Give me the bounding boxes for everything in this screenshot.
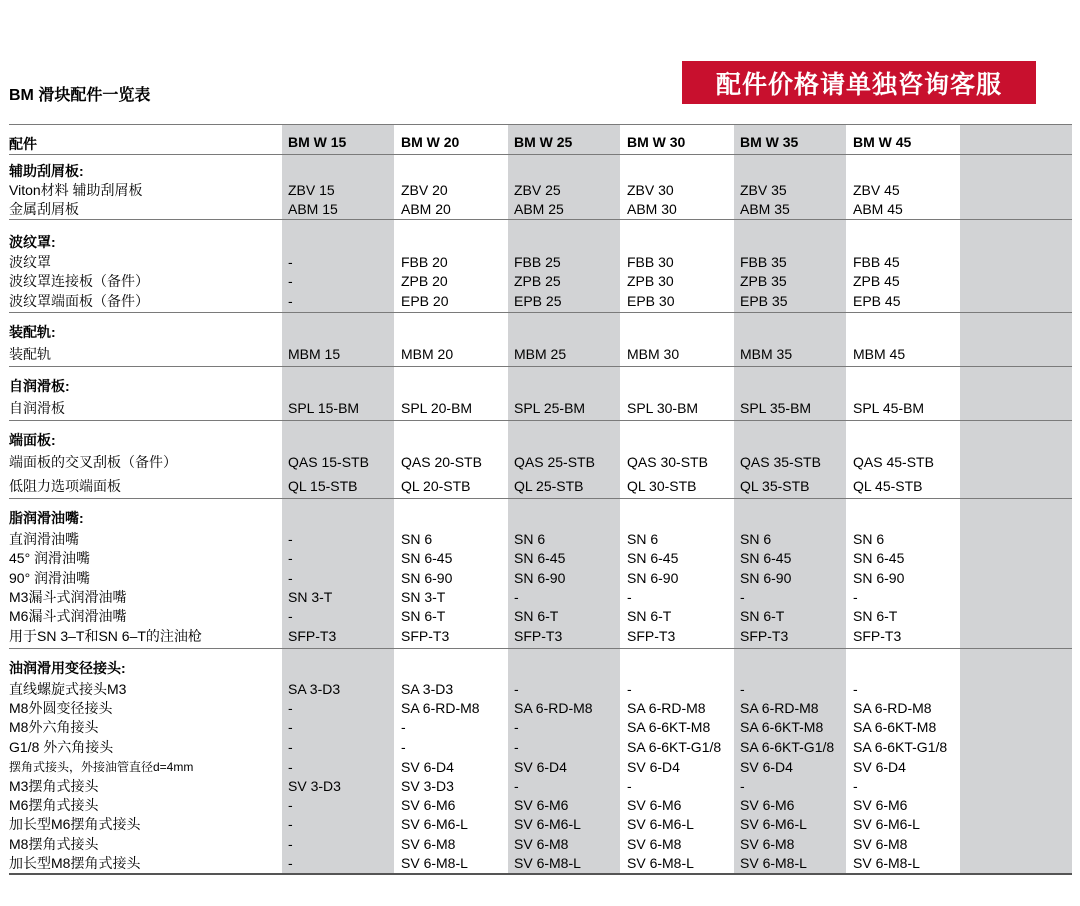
table-cell: SN 6-T xyxy=(627,608,672,624)
table-cell: - xyxy=(288,570,293,586)
table-cell: SA 6-6KT-G1/8 xyxy=(853,739,948,755)
table-row xyxy=(0,272,1080,291)
table-cell: - xyxy=(740,778,745,794)
table-cell: SPL 20-BM xyxy=(401,400,473,416)
divider xyxy=(9,366,1072,367)
header-col-4: BM W 30 xyxy=(627,134,686,150)
table-cell: ZPB 35 xyxy=(740,273,787,289)
table-bottom-rule xyxy=(9,873,1072,875)
table-cell: - xyxy=(288,719,293,735)
table-row xyxy=(0,253,1080,272)
section-title: 波纹罩: xyxy=(9,234,56,250)
divider xyxy=(9,420,1072,421)
table-cell: SN 6-T xyxy=(401,608,446,624)
table-cell: QL 20-STB xyxy=(401,478,471,494)
table-cell: SN 6-T xyxy=(853,608,898,624)
table-cell: SPL 25-BM xyxy=(514,400,586,416)
row-label: 直线螺旋式接头M3 xyxy=(9,681,127,697)
table-cell: - xyxy=(853,589,858,605)
table-cell: SN 6-90 xyxy=(401,570,453,586)
table-cell: ABM 15 xyxy=(288,201,338,217)
table-row xyxy=(0,569,1080,588)
row-label: 装配轨 xyxy=(9,346,51,362)
header-col-1: BM W 15 xyxy=(288,134,347,150)
table-cell: SA 6-RD-M8 xyxy=(401,700,480,716)
table-cell: EPB 45 xyxy=(853,293,901,309)
table-row xyxy=(0,738,1080,757)
table-cell: ZPB 25 xyxy=(514,273,561,289)
table-cell: SV 6-M8-L xyxy=(627,855,694,871)
table-row xyxy=(0,699,1080,718)
table-cell: ZBV 25 xyxy=(514,182,561,198)
table-cell: SV 6-M8 xyxy=(853,836,908,852)
table-row xyxy=(0,607,1080,626)
table-row xyxy=(0,718,1080,737)
table-row xyxy=(0,477,1080,496)
table-cell: SN 6-90 xyxy=(627,570,679,586)
divider xyxy=(9,648,1072,649)
table-cell: SN 3-T xyxy=(288,589,333,605)
table-row xyxy=(0,588,1080,607)
table-row xyxy=(0,292,1080,311)
table-cell: SA 6-RD-M8 xyxy=(740,700,819,716)
table-cell: ABM 45 xyxy=(853,201,903,217)
row-label: 波纹罩 xyxy=(9,254,51,270)
row-label: 摆角式接头，外接油管直径d=4mm xyxy=(9,760,194,774)
table-cell: SV 6-D4 xyxy=(740,759,793,775)
table-cell: SA 3-D3 xyxy=(401,681,454,697)
table-cell: - xyxy=(514,778,519,794)
table-cell: SV 6-M6-L xyxy=(401,816,468,832)
row-label: 金属刮屑板 xyxy=(9,201,79,217)
table-row xyxy=(0,181,1080,200)
divider xyxy=(9,498,1072,499)
row-label: 45° 润滑油嘴 xyxy=(9,550,91,566)
table-cell: FBB 25 xyxy=(514,254,561,270)
table-cell: SPL 35-BM xyxy=(740,400,812,416)
row-label: 加长型M6摆角式接头 xyxy=(9,816,141,832)
table-cell: SFP-T3 xyxy=(401,628,450,644)
table-cell: FBB 20 xyxy=(401,254,448,270)
table-cell: SV 6-M6 xyxy=(514,797,569,813)
table-cell: SPL 30-BM xyxy=(627,400,699,416)
row-label: M3摆角式接头 xyxy=(9,778,99,794)
table-row xyxy=(0,345,1080,364)
table-cell: SN 6-45 xyxy=(514,550,566,566)
table-cell: - xyxy=(514,719,519,735)
section-title: 油润滑用变径接头: xyxy=(9,660,126,676)
table-cell: QAS 45-STB xyxy=(853,454,934,470)
table-cell: EPB 30 xyxy=(627,293,675,309)
row-label: M6摆角式接头 xyxy=(9,797,99,813)
table-row xyxy=(0,777,1080,796)
table-cell: - xyxy=(288,739,293,755)
row-label: 端面板的交叉刮板（备件） xyxy=(9,454,177,470)
table-cell: SPL 45-BM xyxy=(853,400,925,416)
table-cell: - xyxy=(288,608,293,624)
table-cell: - xyxy=(288,836,293,852)
table-cell: SV 6-M8-L xyxy=(514,855,581,871)
row-label: 波纹罩端面板（备件） xyxy=(9,293,149,309)
table-cell: - xyxy=(401,739,406,755)
table-cell: SA 6-6KT-G1/8 xyxy=(740,739,835,755)
table-cell: - xyxy=(288,797,293,813)
table-cell: SV 6-D4 xyxy=(853,759,906,775)
table-cell: SFP-T3 xyxy=(288,628,337,644)
row-label: M8摆角式接头 xyxy=(9,836,99,852)
price-inquiry-banner: 配件价格请单独咨询客服 xyxy=(682,61,1036,104)
table-cell: FBB 30 xyxy=(627,254,674,270)
table-cell: SN 6 xyxy=(853,531,885,547)
section-title: 端面板: xyxy=(9,432,56,448)
table-cell: SFP-T3 xyxy=(514,628,563,644)
divider xyxy=(9,124,1072,125)
table-cell: SFP-T3 xyxy=(853,628,902,644)
table-row xyxy=(0,854,1080,873)
row-label: M8外圆变径接头 xyxy=(9,700,113,716)
table-cell: QL 25-STB xyxy=(514,478,584,494)
table-cell: SN 6 xyxy=(514,531,546,547)
table-cell: - xyxy=(288,816,293,832)
table-cell: - xyxy=(740,589,745,605)
table-cell: SN 6 xyxy=(627,531,659,547)
table-cell: SV 6-D4 xyxy=(401,759,454,775)
table-cell: SV 6-D4 xyxy=(627,759,680,775)
table-cell: SN 6-T xyxy=(740,608,785,624)
table-row xyxy=(0,530,1080,549)
table-cell: SN 6 xyxy=(740,531,772,547)
table-row xyxy=(0,680,1080,699)
table-cell: SV 6-M8-L xyxy=(853,855,920,871)
table-cell: ZPB 45 xyxy=(853,273,900,289)
table-cell: SN 6 xyxy=(401,531,433,547)
table-cell: SV 6-M6-L xyxy=(627,816,694,832)
table-cell: SN 6-90 xyxy=(853,570,905,586)
table-cell: SV 6-M6 xyxy=(627,797,682,813)
table-cell: SV 3-D3 xyxy=(288,778,341,794)
table-cell: SV 6-M6-L xyxy=(740,816,807,832)
table-row xyxy=(0,549,1080,568)
table-cell: SA 6-RD-M8 xyxy=(853,700,932,716)
table-cell: QAS 35-STB xyxy=(740,454,821,470)
row-label: Viton材料 辅助刮屑板 xyxy=(9,182,143,198)
page-title: BM 滑块配件一览表 xyxy=(9,87,151,104)
table-cell: EPB 25 xyxy=(514,293,562,309)
table-cell: FBB 45 xyxy=(853,254,900,270)
table-cell: - xyxy=(401,719,406,735)
table-cell: - xyxy=(288,293,293,309)
table-cell: QAS 20-STB xyxy=(401,454,482,470)
table-cell: SV 6-M6 xyxy=(401,797,456,813)
table-cell: SV 6-D4 xyxy=(514,759,567,775)
table-cell: SV 6-M6-L xyxy=(853,816,920,832)
row-label: 波纹罩连接板（备件） xyxy=(9,273,149,289)
table-cell: FBB 35 xyxy=(740,254,787,270)
table-cell: SN 6-45 xyxy=(740,550,792,566)
table-row xyxy=(0,200,1080,219)
table-cell: SV 6-M6 xyxy=(853,797,908,813)
table-cell: SPL 15-BM xyxy=(288,400,360,416)
table-cell: SV 6-M8 xyxy=(401,836,456,852)
table-cell: ZBV 35 xyxy=(740,182,787,198)
table-header xyxy=(0,131,1080,151)
header-col-3: BM W 25 xyxy=(514,134,573,150)
table-cell: EPB 20 xyxy=(401,293,449,309)
table-cell: QL 15-STB xyxy=(288,478,358,494)
table-cell: MBM 15 xyxy=(288,346,341,362)
table-cell: SA 6-6KT-G1/8 xyxy=(627,739,722,755)
table-cell: ZBV 30 xyxy=(627,182,674,198)
table-cell: SV 6-M8 xyxy=(514,836,569,852)
row-label: M6漏斗式润滑油嘴 xyxy=(9,608,127,624)
table-cell: SA 6-RD-M8 xyxy=(514,700,593,716)
table-cell: MBM 30 xyxy=(627,346,680,362)
table-cell: - xyxy=(288,759,293,775)
header-label: 配件 xyxy=(9,136,37,152)
table-row xyxy=(0,453,1080,472)
table-cell: ZBV 45 xyxy=(853,182,900,198)
table-cell: SN 6-90 xyxy=(740,570,792,586)
header-col-6: BM W 45 xyxy=(853,134,912,150)
table-cell: MBM 35 xyxy=(740,346,793,362)
table-row xyxy=(0,815,1080,834)
table-cell: - xyxy=(627,778,632,794)
divider xyxy=(9,312,1072,313)
table-cell: QL 35-STB xyxy=(740,478,810,494)
table-row xyxy=(0,627,1080,646)
table-cell: - xyxy=(853,681,858,697)
table-cell: SV 6-M6-L xyxy=(514,816,581,832)
table-cell: SV 6-M8-L xyxy=(401,855,468,871)
table-cell: SN 6-T xyxy=(514,608,559,624)
table-cell: SV 6-M8 xyxy=(627,836,682,852)
table-cell: - xyxy=(288,550,293,566)
header-col-2: BM W 20 xyxy=(401,134,460,150)
table-cell: QL 45-STB xyxy=(853,478,923,494)
table-cell: SA 6-RD-M8 xyxy=(627,700,706,716)
table-row xyxy=(0,399,1080,418)
table-cell: SV 6-M6 xyxy=(740,797,795,813)
row-label: G1/8 外六角接头 xyxy=(9,739,114,755)
table-cell: ABM 20 xyxy=(401,201,451,217)
divider xyxy=(9,219,1072,220)
section-title: 脂润滑油嘴: xyxy=(9,510,84,526)
table-cell: - xyxy=(740,681,745,697)
table-row xyxy=(0,796,1080,815)
table-cell: ABM 25 xyxy=(514,201,564,217)
table-cell: QL 30-STB xyxy=(627,478,697,494)
row-label: M3漏斗式润滑油嘴 xyxy=(9,589,127,605)
table-cell: - xyxy=(288,273,293,289)
table-cell: MBM 45 xyxy=(853,346,906,362)
table-cell: SN 6-45 xyxy=(401,550,453,566)
table-cell: ABM 30 xyxy=(627,201,677,217)
row-label: 低阻力选项端面板 xyxy=(9,478,121,494)
row-label: 加长型M8摆角式接头 xyxy=(9,855,141,871)
table-cell: - xyxy=(627,681,632,697)
table-cell: MBM 20 xyxy=(401,346,454,362)
table-cell: SV 6-M8 xyxy=(740,836,795,852)
table-cell: EPB 35 xyxy=(740,293,788,309)
table-row xyxy=(0,758,1080,777)
table-cell: SA 6-6KT-M8 xyxy=(853,719,937,735)
section-title: 辅助刮屑板: xyxy=(9,163,84,179)
table-cell: SA 6-6KT-M8 xyxy=(627,719,711,735)
table-cell: SN 3-T xyxy=(401,589,446,605)
table-cell: QAS 25-STB xyxy=(514,454,595,470)
table-cell: - xyxy=(853,778,858,794)
table-cell: SN 6-90 xyxy=(514,570,566,586)
table-cell: SV 3-D3 xyxy=(401,778,454,794)
table-cell: SFP-T3 xyxy=(740,628,789,644)
row-label: 90° 润滑油嘴 xyxy=(9,570,91,586)
table-cell: ZBV 15 xyxy=(288,182,335,198)
table-cell: - xyxy=(514,589,519,605)
table-cell: SN 6-45 xyxy=(853,550,905,566)
table-cell: ABM 35 xyxy=(740,201,790,217)
row-label: 直润滑油嘴 xyxy=(9,531,79,547)
table-cell: SN 6-45 xyxy=(627,550,679,566)
row-label: 自润滑板 xyxy=(9,400,65,416)
table-cell: - xyxy=(288,531,293,547)
table-cell: MBM 25 xyxy=(514,346,567,362)
table-cell: SA 3-D3 xyxy=(288,681,341,697)
table-cell: ZPB 20 xyxy=(401,273,448,289)
table-cell: ZPB 30 xyxy=(627,273,674,289)
table-cell: - xyxy=(514,739,519,755)
table-cell: - xyxy=(288,855,293,871)
table-cell: SV 6-M8-L xyxy=(740,855,807,871)
row-label: M8外六角接头 xyxy=(9,719,99,735)
table-cell: QAS 15-STB xyxy=(288,454,369,470)
table-cell: - xyxy=(288,700,293,716)
table-row xyxy=(0,835,1080,854)
table-cell: - xyxy=(514,681,519,697)
table-cell: QAS 30-STB xyxy=(627,454,708,470)
table-cell: ZBV 20 xyxy=(401,182,448,198)
table-cell: - xyxy=(288,254,293,270)
divider xyxy=(9,154,1072,155)
table-cell: SFP-T3 xyxy=(627,628,676,644)
section-title: 装配轨: xyxy=(9,324,56,340)
row-label: 用于SN 3–T和SN 6–T的注油枪 xyxy=(9,628,202,644)
table-cell: - xyxy=(627,589,632,605)
table-cell: SA 6-6KT-M8 xyxy=(740,719,824,735)
header-col-5: BM W 35 xyxy=(740,134,799,150)
section-title: 自润滑板: xyxy=(9,378,70,394)
